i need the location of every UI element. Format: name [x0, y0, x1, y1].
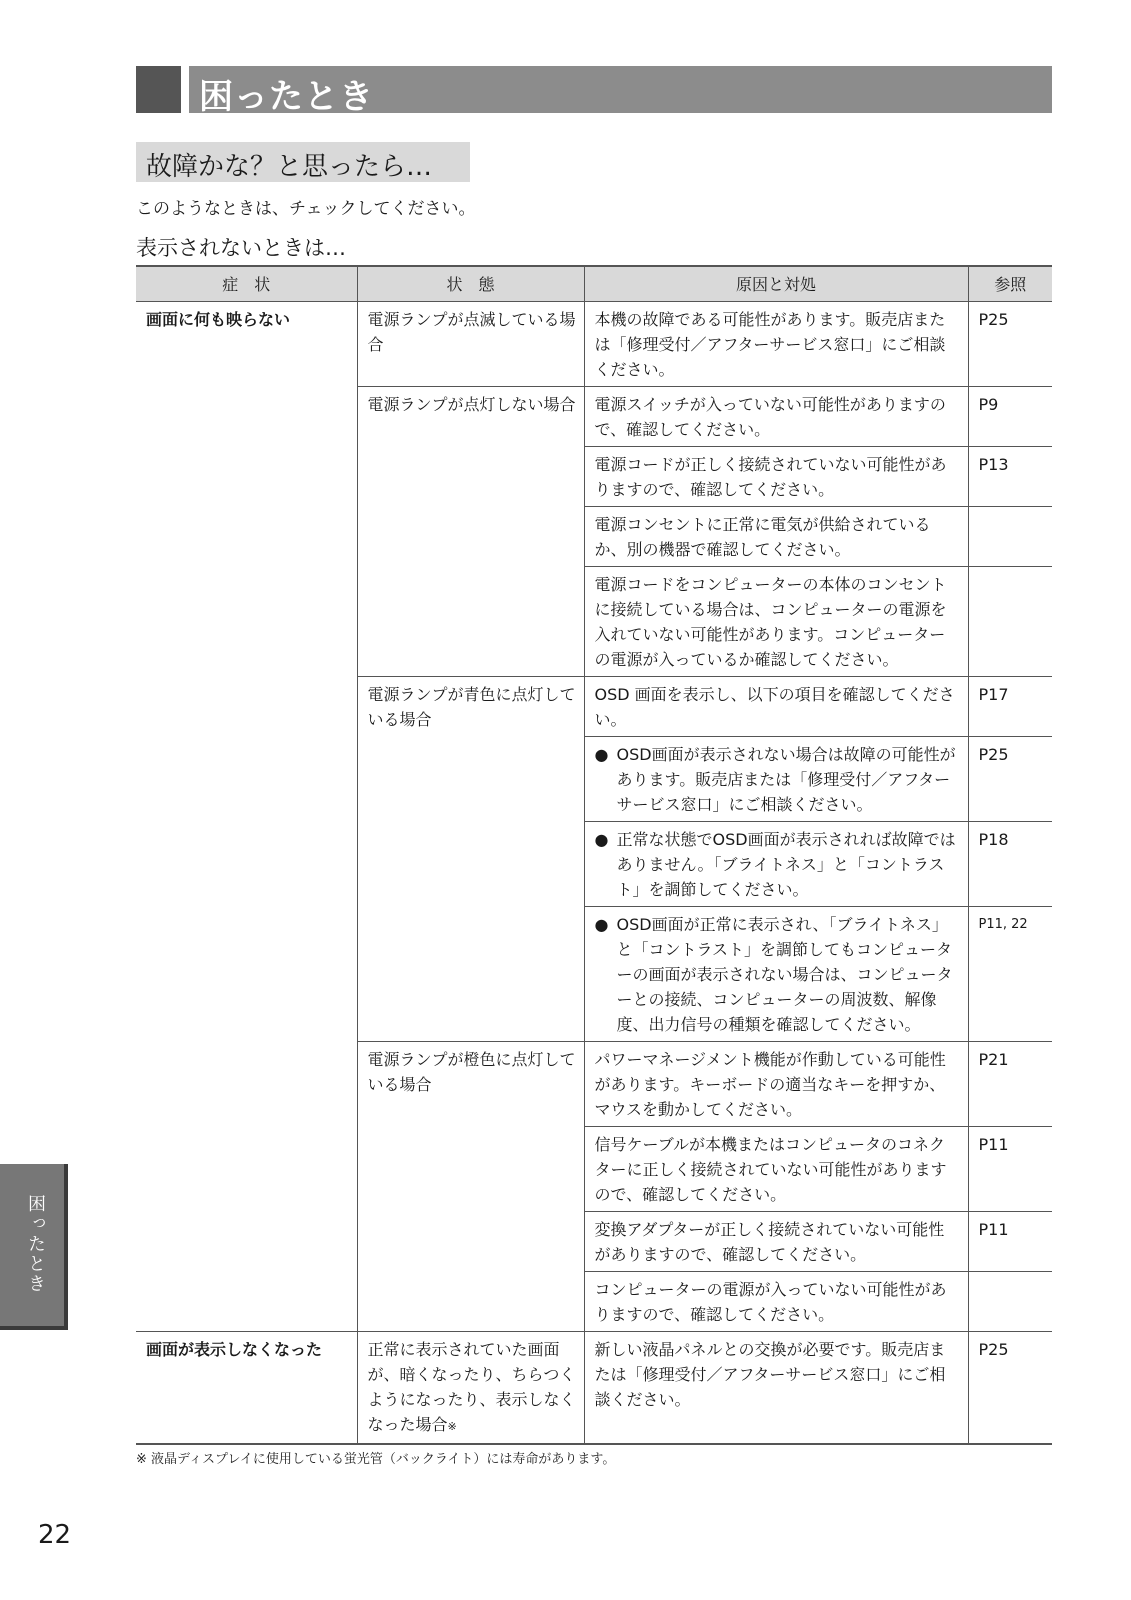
cause-cell: 新しい液晶パネルとの交換が必要です。販売店または「修理受付／アフターサービス窓口」にご相談ください。 — [584, 1332, 968, 1445]
state-cell — [357, 1332, 584, 1445]
subheading-text: 故障かな？と思ったら… — [146, 152, 433, 182]
cause-text: OSD画面が表示されない場合は故障の可能性があります。販売店または「修理受付／アフターサービス窓口」にご相談ください。 — [616, 745, 956, 814]
reference-cell: P21 — [968, 1042, 1052, 1127]
cause-cell: コンピューターの電源が入っていない可能性がありますので、確認してください。 — [584, 1272, 968, 1332]
bullet-icon: ● — [594, 830, 609, 849]
reference-cell — [968, 567, 1052, 677]
column-header-state: 状 態 — [357, 266, 584, 302]
cause-cell: 変換アダプターが正しく接続されていない可能性がありますので、確認してください。 — [584, 1212, 968, 1272]
side-tab-label: 困ったとき — [25, 1194, 46, 1294]
cause-cell: 電源コンセントに正常に電気が供給されているか、別の機器で確認してください。 — [584, 507, 968, 567]
cause-text: OSD画面が正常に表示され、「ブライトネス」と「コントラスト」を調節してもコンピューターの画面が表示されない場合は、コンピューターとの接続、コンピューターの周波数、解像度、出力信号の種類を確認してください。 — [616, 915, 953, 1034]
cause-text: 正常な状態でOSD画面が表示されれば故障ではありません。「ブライトネス」と「コントラスト」を調節してください。 — [616, 830, 956, 899]
intro-text: このようなときは、チェックしてください。 — [136, 199, 476, 219]
section-title: 表示されないときは… — [136, 236, 346, 260]
reference-cell — [968, 507, 1052, 567]
cause-cell: 電源スイッチが入っていない可能性がありますので、確認してください。 — [584, 387, 968, 447]
reference-cell: P11, 22 — [968, 907, 1052, 1042]
state-cell: 電源ランプが点滅している場合 — [357, 302, 584, 387]
state-cell: 電源ランプが橙色に点灯している場合 — [357, 1042, 584, 1332]
reference-cell: P11 — [968, 1212, 1052, 1272]
reference-cell: P25 — [968, 1332, 1052, 1445]
state-cell: 電源ランプが青色に点灯している場合 — [357, 677, 584, 1042]
troubleshooting-table — [136, 265, 1052, 1445]
reference-cell: P25 — [968, 737, 1052, 822]
cause-cell: 本機の故障である可能性があります。販売店または「修理受付／アフターサービス窓口」にご相談ください。 — [584, 302, 968, 387]
cause-cell: 信号ケーブルが本機またはコンピュータのコネクターに正しく接続されていない可能性がありますので、確認してください。 — [584, 1127, 968, 1212]
cause-cell — [584, 737, 968, 822]
state-cell: 電源ランプが点灯しない場合 — [357, 387, 584, 677]
page-number: 22 — [38, 1520, 72, 1550]
reference-cell: P18 — [968, 822, 1052, 907]
bullet-icon: ● — [594, 915, 609, 934]
subheading — [136, 142, 470, 182]
cause-cell — [584, 822, 968, 907]
cause-cell: 電源コードをコンピューターの本体のコンセントに接続している場合は、コンピューターの電源を入れていない可能性があります。コンピューターの電源が入っているか確認してください。 — [584, 567, 968, 677]
footnote-mark: ※ — [447, 1420, 457, 1433]
reference-cell: P13 — [968, 447, 1052, 507]
side-tab — [0, 1164, 68, 1330]
cause-cell — [584, 907, 968, 1042]
reference-cell — [968, 1272, 1052, 1332]
table-row — [136, 1332, 1052, 1445]
cause-cell: OSD 画面を表示し、以下の項目を確認してください。 — [584, 677, 968, 737]
column-header-symptom: 症 状 — [136, 266, 357, 302]
reference-cell: P17 — [968, 677, 1052, 737]
footnote: ※ 液晶ディスプレイに使用している蛍光管（バックライト）には寿命があります。 — [136, 1452, 616, 1467]
cause-cell: パワーマネージメント機能が作動している可能性があります。キーボードの適当なキーを押すか、マウスを動かしてください。 — [584, 1042, 968, 1127]
cause-cell: 電源コードが正しく接続されていない可能性がありますので、確認してください。 — [584, 447, 968, 507]
header-block — [136, 66, 181, 113]
bullet-icon: ● — [594, 745, 609, 764]
symptom-cell: 画面に何も映らない — [136, 302, 357, 1332]
table-header-row — [136, 266, 1052, 302]
reference-cell: P25 — [968, 302, 1052, 387]
column-header-cause: 原因と対処 — [584, 266, 968, 302]
state-text: 正常に表示されていた画面が、暗くなったり、ちらつくようになったり、表示しなくなった場合 — [367, 1340, 576, 1434]
symptom-cell: 画面が表示しなくなった — [136, 1332, 357, 1445]
reference-cell: P11 — [968, 1127, 1052, 1212]
reference-cell: P9 — [968, 387, 1052, 447]
page-header — [136, 66, 1052, 117]
page-title: 困ったとき — [199, 77, 374, 117]
column-header-reference: 参照 — [968, 266, 1052, 302]
table-row — [136, 302, 1052, 387]
